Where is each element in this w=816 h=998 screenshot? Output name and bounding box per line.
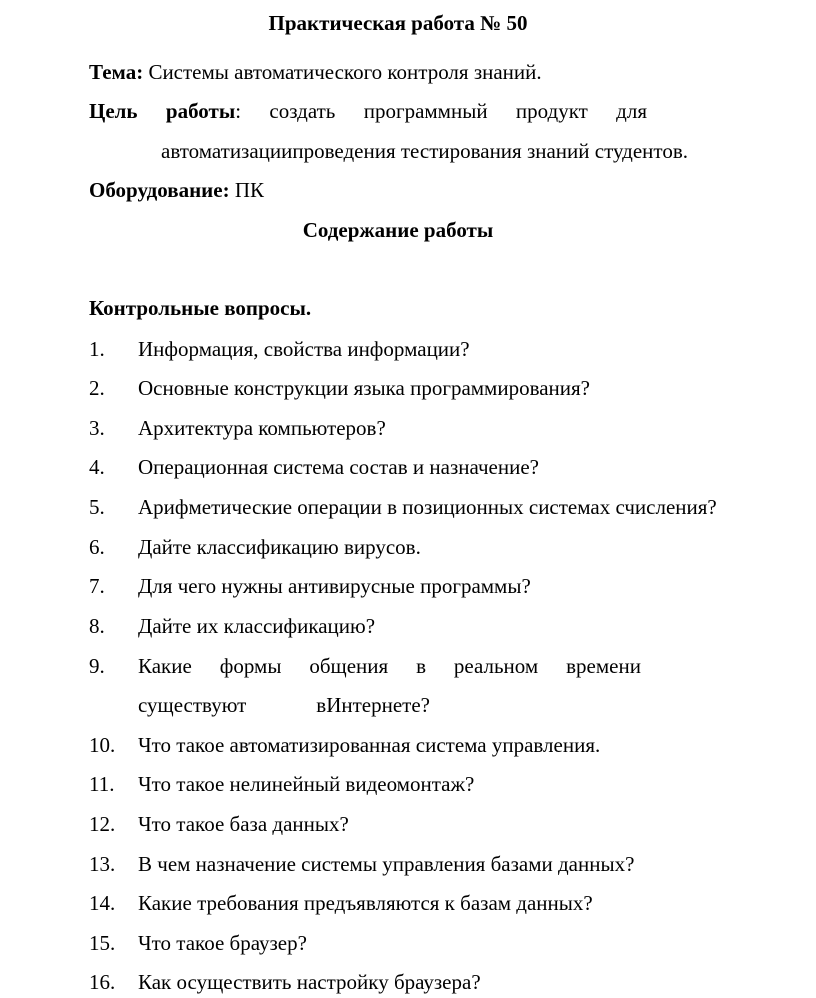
question-text: Дайте классификацию вирусов. (138, 535, 421, 559)
question-text: Арифметические операции в позиционных системах счисления? (138, 495, 717, 519)
question-word: вИнтернете? (316, 693, 430, 717)
content-heading: Содержание работы (302, 218, 494, 242)
topic-label: Тема: (89, 60, 144, 84)
question-word: общения (309, 654, 389, 678)
question-word: в (416, 654, 426, 678)
question-word: времени (566, 654, 641, 678)
question-number: 10. (89, 733, 116, 757)
question-text: Для чего нужны антивирусные программы? (138, 574, 531, 598)
equipment-line (89, 180, 264, 201)
question-number: 8. (89, 614, 105, 638)
goal-label-word1: Цель (89, 99, 138, 123)
question-text: Дайте их классификацию? (138, 614, 376, 638)
question-text: В чем назначение системы управления базами данных? (138, 852, 635, 876)
goal-label-word2-wrap (166, 101, 241, 122)
question-number: 14. (89, 891, 116, 915)
goal-word: программный (363, 99, 488, 123)
question-number: 6. (89, 535, 105, 559)
equipment-text: ПК (234, 178, 265, 202)
goal-line-1 (89, 101, 647, 122)
goal-word: для (616, 99, 647, 123)
goal-word: продукт (515, 99, 588, 123)
question-number: 2. (89, 376, 105, 400)
question-number: 15. (89, 931, 116, 955)
goal-colon: : (235, 99, 242, 123)
question-word: существуют (138, 693, 247, 717)
topic-line (89, 62, 542, 83)
question-text: Что такое автоматизированная система управления. (138, 733, 601, 757)
question-number: 7. (89, 574, 105, 598)
question-word: Какие (138, 654, 192, 678)
question-text-line-2 (138, 695, 430, 716)
question-number: 9. (89, 654, 105, 678)
question-number: 13. (89, 852, 116, 876)
goal-word: создать (269, 99, 336, 123)
question-word: формы (219, 654, 282, 678)
equipment-label: Оборудование: (89, 178, 230, 202)
questions-heading: Контрольные вопросы. (89, 296, 312, 320)
question-text: Операционная система состав и назначение? (138, 455, 539, 479)
question-number: 3. (89, 416, 105, 440)
question-text: Информация, свойства информации? (138, 337, 470, 361)
question-text: Какие требования предъявляются к базам данных? (138, 891, 593, 915)
question-text: Что такое нелинейный видеомонтаж? (138, 772, 475, 796)
question-number: 12. (89, 812, 116, 836)
question-number: 1. (89, 337, 105, 361)
question-text: Как осуществить настройку браузера? (138, 970, 481, 994)
question-text: Что такое база данных? (138, 812, 349, 836)
question-text: Архитектура компьютеров? (138, 416, 386, 440)
topic-text: Системы автоматического контроля знаний. (148, 60, 542, 84)
goal-line-2: автоматизациипроведения тестирования знаний студентов. (161, 139, 688, 163)
question-text-line-1 (138, 656, 641, 677)
page-title: Практическая работа № 50 (268, 11, 528, 35)
question-text: Основные конструкции языка программирования? (138, 376, 591, 400)
question-word: реальном (453, 654, 539, 678)
question-number: 11. (89, 772, 115, 796)
question-number: 16. (89, 970, 116, 994)
question-number: 5. (89, 495, 105, 519)
question-text: Что такое браузер? (138, 931, 307, 955)
question-number: 4. (89, 455, 105, 479)
goal-label-word2: работы (165, 99, 236, 123)
